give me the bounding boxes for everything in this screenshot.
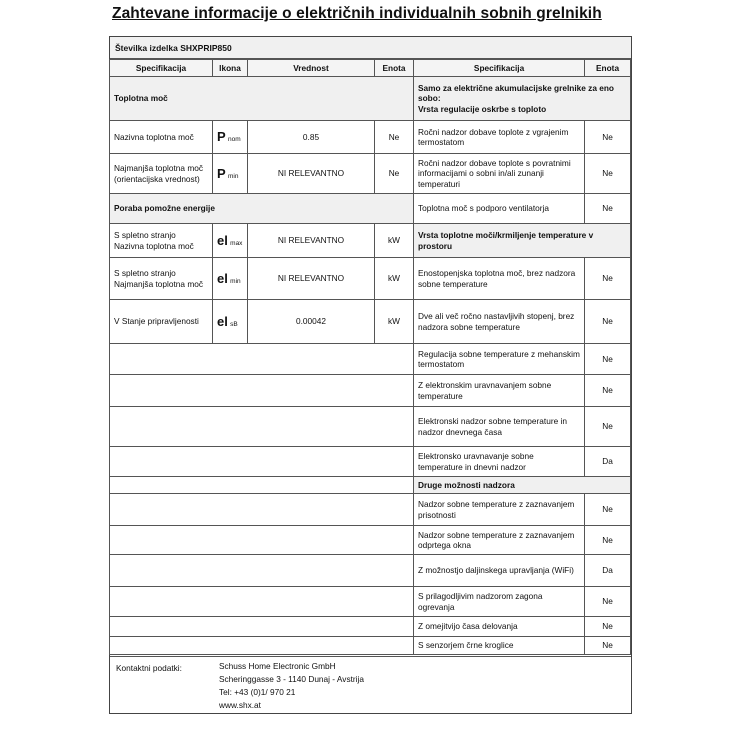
spec-cell: Enostopenjska toplotna moč, brez nadzora sobne temperature	[414, 258, 585, 300]
table-row	[414, 526, 631, 555]
empty-row	[110, 407, 414, 447]
unit-cell: kW	[375, 300, 414, 344]
table-row	[414, 494, 631, 526]
spec-cell: Najmanjša toplotna moč (orientacijska vrednost)	[110, 154, 213, 194]
empty-row	[110, 344, 414, 375]
spec-cell: Elektronsko uravnavanje sobne temperature in dnevni nadzor	[414, 447, 585, 477]
spec-cell: Z elektronskim uravnavanjem sobne temperature	[414, 375, 585, 407]
right-spec-table	[413, 59, 631, 655]
section-storage-heaters	[414, 77, 631, 121]
spec-cell: Ročni nadzor dobave toplote s povratnimi informacijami o sobni in/ali zunanji temperaturi	[414, 154, 585, 194]
col-header-icon: Ikona	[213, 60, 248, 77]
col-header-spec: Specifikacija	[414, 60, 585, 77]
table-row	[414, 300, 631, 344]
value-cell: NI RELEVANTNO	[248, 224, 375, 258]
spec-cell: Nazivna toplotna moč	[110, 121, 213, 154]
value-cell: 0.00042	[248, 300, 375, 344]
table-row	[110, 121, 414, 154]
spec-cell: Z omejitvijo časa delovanja	[414, 617, 585, 637]
table-row	[414, 407, 631, 447]
table-row	[110, 258, 414, 300]
contact-block	[110, 656, 631, 714]
table-row	[414, 375, 631, 407]
unit-cell: kW	[375, 224, 414, 258]
table-row	[414, 447, 631, 477]
unit-cell: Ne	[585, 194, 631, 224]
storage-intro: Samo za električne akumulacijske grelnike za eno sobo:	[418, 83, 614, 104]
unit-cell: Ne	[585, 121, 631, 154]
empty-row	[110, 617, 414, 637]
spec-cell: V Stanje pripravljenosti	[110, 300, 213, 344]
col-header-unit: Enota	[585, 60, 631, 77]
table-row	[110, 224, 414, 258]
unit-cell: Ne	[585, 494, 631, 526]
table-row	[110, 300, 414, 344]
company-name: Schuss Home Electronic GmbH	[219, 661, 336, 671]
empty-row	[110, 587, 414, 617]
document-title: Zahtevane informacije o električnih individualnih sobnih grelnikih	[112, 5, 602, 22]
spec-cell: Nadzor sobne temperature z zaznavanjem odprtega okna	[414, 526, 585, 555]
unit-cell: Ne	[585, 375, 631, 407]
model-number: Številka izdelka SHXPRIP850	[110, 37, 631, 59]
company-address: Scheringgasse 3 - 1140 Dunaj - Avstrija	[219, 674, 364, 684]
left-spec-table	[109, 59, 414, 655]
table-row	[414, 154, 631, 194]
section-heat-output-type: Vrsta toplotne moči/krmiljenje temperature v prostoru	[414, 224, 631, 258]
symbol-cell: el min	[213, 258, 248, 300]
table-row	[414, 258, 631, 300]
empty-row	[110, 477, 414, 494]
contact-label: Kontaktni podatki:	[116, 663, 182, 673]
storage-intro-sub: Vrsta regulacije oskrbe s toploto	[418, 103, 547, 114]
unit-cell: Ne	[585, 154, 631, 194]
unit-cell: Ne	[585, 344, 631, 375]
unit-cell: Ne	[585, 258, 631, 300]
spec-cell: S prilagodljivim nadzorom zagona ogrevanja	[414, 587, 585, 617]
table-row	[414, 194, 631, 224]
table-row	[414, 637, 631, 655]
spec-cell: Toplotna moč s podporo ventilatorja	[414, 194, 585, 224]
empty-row	[110, 375, 414, 407]
table-row	[414, 344, 631, 375]
symbol-cell: el max	[213, 224, 248, 258]
section-other-controls: Druge možnosti nadzora	[414, 477, 631, 494]
spec-cell: Elektronski nadzor sobne temperature in nadzor dnevnega časa	[414, 407, 585, 447]
spec-cell: S spletno stranjo Nazivna toplotna moč	[110, 224, 213, 258]
unit-cell: Da	[585, 447, 631, 477]
empty-row	[110, 494, 414, 526]
table-row	[414, 555, 631, 587]
section-aux-consumption: Poraba pomožne energije	[110, 194, 414, 224]
spec-cell: S senzorjem črne kroglice	[414, 637, 585, 655]
unit-cell: kW	[375, 258, 414, 300]
value-cell: NI RELEVANTNO	[248, 154, 375, 194]
unit-cell: Ne	[585, 637, 631, 655]
col-header-spec: Specifikacija	[110, 60, 213, 77]
col-header-value: Vrednost	[248, 60, 375, 77]
table-row	[414, 587, 631, 617]
unit-cell: Ne	[585, 407, 631, 447]
info-sheet	[109, 36, 632, 714]
symbol-cell: P nom	[213, 121, 248, 154]
empty-row	[110, 526, 414, 555]
unit-cell: Ne	[375, 154, 414, 194]
symbol-cell: P min	[213, 154, 248, 194]
col-header-unit: Enota	[375, 60, 414, 77]
company-phone: Tel: +43 (0)1/ 970 21	[219, 687, 296, 697]
value-cell: 0.85	[248, 121, 375, 154]
unit-cell: Ne	[585, 300, 631, 344]
spec-cell: Nadzor sobne temperature z zaznavanjem prisotnosti	[414, 494, 585, 526]
unit-cell: Ne	[585, 526, 631, 555]
unit-cell: Ne	[585, 587, 631, 617]
unit-cell: Ne	[375, 121, 414, 154]
symbol-cell: el sB	[213, 300, 248, 344]
spec-cell: Ročni nadzor dobave toplote z vgrajenim termostatom	[414, 121, 585, 154]
table-row	[110, 154, 414, 194]
table-row	[414, 121, 631, 154]
contact-details	[219, 660, 364, 712]
spec-cell: Regulacija sobne temperature z mehanskim termostatom	[414, 344, 585, 375]
spec-cell: Dve ali več ročno nastavljivih stopenj, brez nadzora sobne temperature	[414, 300, 585, 344]
section-heat-output: Toplotna moč	[110, 77, 414, 121]
empty-row	[110, 447, 414, 477]
unit-cell: Da	[585, 555, 631, 587]
unit-cell: Ne	[585, 617, 631, 637]
table-row	[414, 617, 631, 637]
spec-cell: Z možnostjo daljinskega upravljanja (WiFi)	[414, 555, 585, 587]
spec-cell: S spletno stranjo Najmanjša toplotna moč	[110, 258, 213, 300]
empty-row	[110, 555, 414, 587]
value-cell: NI RELEVANTNO	[248, 258, 375, 300]
empty-row	[110, 637, 414, 655]
company-website: www.shx.at	[219, 700, 261, 710]
